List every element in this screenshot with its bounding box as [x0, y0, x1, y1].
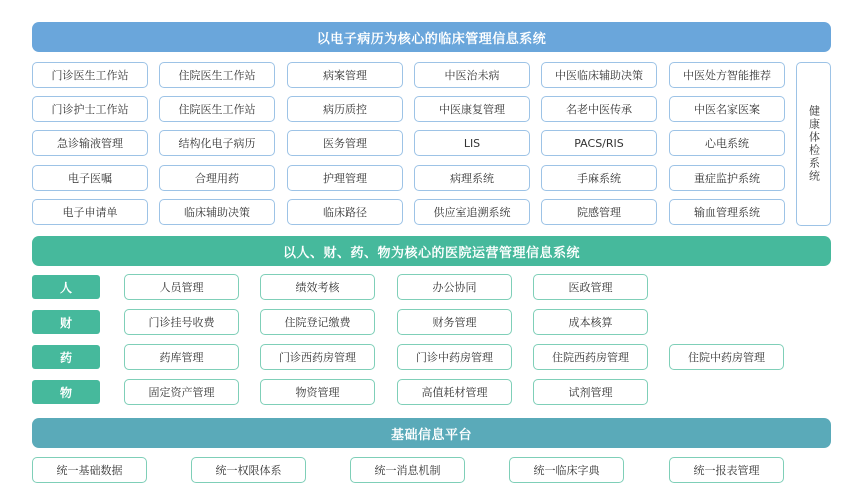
- clinical-system-item: 重症监护系统: [669, 165, 785, 191]
- clinical-system-item: 护理管理: [287, 165, 403, 191]
- clinical-system-item: 临床路径: [287, 199, 403, 225]
- clinical-system-item: 病历质控: [287, 96, 403, 122]
- category-label: 财: [32, 310, 100, 334]
- clinical-system-item: 中医名家医案: [669, 96, 785, 122]
- clinical-system-item: 院感管理: [541, 199, 657, 225]
- operations-system-item: 药库管理: [124, 344, 239, 370]
- operations-system-item: 财务管理: [397, 309, 512, 335]
- clinical-system-item: 电子申请单: [32, 199, 148, 225]
- clinical-system-item: 手麻系统: [541, 165, 657, 191]
- clinical-system-banner: 以电子病历为核心的临床管理信息系统: [32, 22, 831, 52]
- operations-system-item: 办公协同: [397, 274, 512, 300]
- platform-item: 统一权限体系: [191, 457, 306, 483]
- operations-system-item: 医政管理: [533, 274, 648, 300]
- operations-system-item: 住院中药房管理: [669, 344, 784, 370]
- clinical-system-item: 住院医生工作站: [159, 96, 275, 122]
- platform-item: 统一报表管理: [669, 457, 784, 483]
- clinical-system-item: 门诊医生工作站: [32, 62, 148, 88]
- clinical-system-item: 病理系统: [414, 165, 530, 191]
- platform-banner: 基础信息平台: [32, 418, 831, 448]
- clinical-system-item: PACS/RIS: [541, 130, 657, 156]
- operations-system-item: 固定资产管理: [124, 379, 239, 405]
- operations-system-item: 物资管理: [260, 379, 375, 405]
- operations-system-item: 门诊中药房管理: [397, 344, 512, 370]
- operations-system-item: 住院登记缴费: [260, 309, 375, 335]
- clinical-system-item: 中医康复管理: [414, 96, 530, 122]
- operations-system-item: 门诊西药房管理: [260, 344, 375, 370]
- clinical-system-item: 中医治未病: [414, 62, 530, 88]
- platform-item: 统一临床字典: [509, 457, 624, 483]
- clinical-system-item: 中医临床辅助决策: [541, 62, 657, 88]
- clinical-system-item: 住院医生工作站: [159, 62, 275, 88]
- operations-system-item: 绩效考核: [260, 274, 375, 300]
- clinical-system-item: 心电系统: [669, 130, 785, 156]
- category-label: 人: [32, 275, 100, 299]
- clinical-system-item: 输血管理系统: [669, 199, 785, 225]
- operations-system-item: 住院西药房管理: [533, 344, 648, 370]
- category-label: 物: [32, 380, 100, 404]
- clinical-system-item: 电子医嘱: [32, 165, 148, 191]
- operations-system-item: 人员管理: [124, 274, 239, 300]
- clinical-system-item: 病案管理: [287, 62, 403, 88]
- clinical-system-item: 医务管理: [287, 130, 403, 156]
- clinical-system-item: 门诊护士工作站: [32, 96, 148, 122]
- clinical-system-item: 中医处方智能推荐: [669, 62, 785, 88]
- clinical-system-item: 合理用药: [159, 165, 275, 191]
- health-checkup-system: 健康体检系统: [796, 62, 831, 226]
- clinical-system-item: 急诊输液管理: [32, 130, 148, 156]
- operations-system-item: 高值耗材管理: [397, 379, 512, 405]
- platform-item: 统一消息机制: [350, 457, 465, 483]
- operations-system-item: 成本核算: [533, 309, 648, 335]
- clinical-system-item: 结构化电子病历: [159, 130, 275, 156]
- clinical-system-item: 临床辅助决策: [159, 199, 275, 225]
- clinical-system-item: 供应室追溯系统: [414, 199, 530, 225]
- operations-system-banner: 以人、财、药、物为核心的医院运营管理信息系统: [32, 236, 831, 266]
- operations-system-item: 门诊挂号收费: [124, 309, 239, 335]
- platform-item: 统一基础数据: [32, 457, 147, 483]
- operations-system-item: 试剂管理: [533, 379, 648, 405]
- category-label: 药: [32, 345, 100, 369]
- clinical-system-item: 名老中医传承: [541, 96, 657, 122]
- clinical-system-item: LIS: [414, 130, 530, 156]
